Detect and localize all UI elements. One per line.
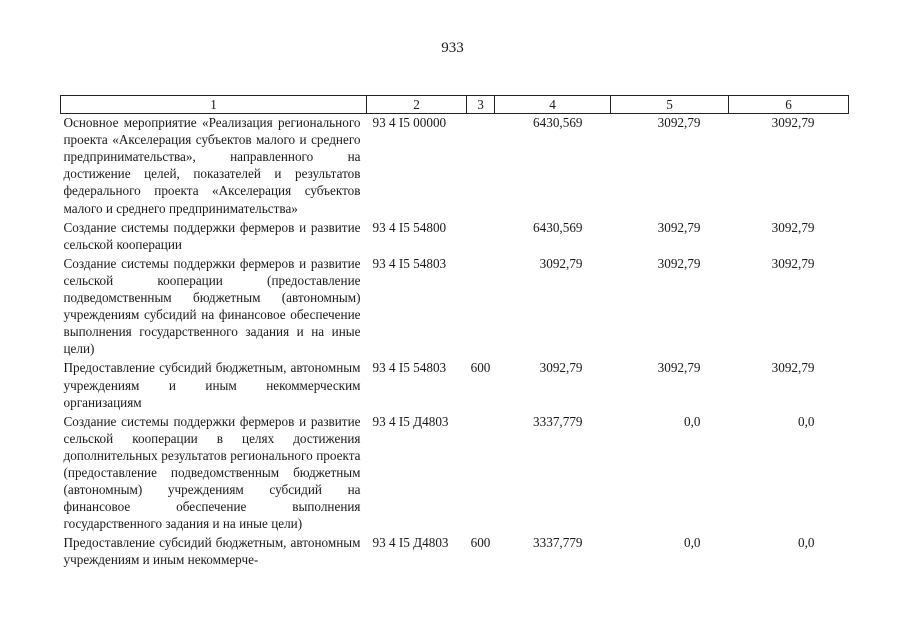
row-value-4: 3337,779 bbox=[533, 535, 583, 551]
row-code: 93 4 I5 Д4803 bbox=[372, 535, 449, 551]
budget-table bbox=[60, 95, 849, 569]
header-cell: 2 bbox=[367, 96, 467, 114]
row-value-5: 0,0 bbox=[684, 413, 701, 429]
header-cell: 1 bbox=[61, 96, 367, 114]
row-value-5: 0,0 bbox=[684, 535, 701, 551]
table-row bbox=[61, 534, 849, 568]
row-value-4: 3092,79 bbox=[539, 360, 583, 376]
row-value-4: 3092,79 bbox=[539, 255, 583, 271]
row-name: Предоставление субсидий бюджетным, автономным учреждениям и иным некоммерческим организациям bbox=[63, 360, 361, 410]
row-code: 93 4 I5 54800 bbox=[372, 219, 447, 235]
row-value-5: 3092,79 bbox=[657, 115, 701, 131]
table-row bbox=[61, 114, 849, 219]
table-row bbox=[61, 359, 849, 412]
header-row bbox=[61, 96, 849, 114]
row-value-6: 3092,79 bbox=[771, 115, 815, 131]
header-cell: 5 bbox=[611, 96, 729, 114]
row-value-5: 3092,79 bbox=[657, 360, 701, 376]
row-name: Создание системы поддержки фермеров и развитие сельской кооперации в целях достижения дополнительных результатов регионального проекта (предоставление подведомственным бюджетным (автономным) учреждениям субсидий на финансовое обеспечение выполнения государственного задания и на иные цели) bbox=[63, 413, 361, 532]
row-value-6: 3092,79 bbox=[771, 255, 815, 271]
row-value-6: 0,0 bbox=[798, 413, 815, 429]
row-value-5: 3092,79 bbox=[657, 255, 701, 271]
page-number: 933 bbox=[441, 40, 464, 56]
row-value-6: 3092,79 bbox=[771, 360, 815, 376]
row-vr: 600 bbox=[470, 360, 491, 376]
row-value-4: 6430,569 bbox=[533, 115, 583, 131]
row-vr bbox=[467, 413, 495, 535]
row-value-4: 3337,779 bbox=[533, 413, 583, 429]
header-cell: 4 bbox=[495, 96, 611, 114]
row-name: Предоставление субсидий бюджетным, автономным учреждениям и иным некоммерче- bbox=[63, 535, 361, 568]
row-vr bbox=[467, 255, 495, 360]
table-row bbox=[61, 413, 849, 535]
row-value-4: 6430,569 bbox=[533, 219, 583, 235]
row-code: 93 4 I5 Д4803 bbox=[372, 413, 449, 429]
row-vr bbox=[467, 114, 495, 219]
row-vr: 600 bbox=[470, 535, 491, 551]
row-name: Основное мероприятие «Реализация регионального проекта «Акселерация субъектов малого и среднего предпринимательства», направленного на достижение целей, показателей и результатов федерального проекта «Акселерация субъектов малого и среднего предпринимательства» bbox=[63, 115, 361, 216]
row-vr bbox=[467, 219, 495, 255]
header-cell: 3 bbox=[467, 96, 495, 114]
row-code: 93 4 I5 00000 bbox=[372, 115, 447, 131]
row-code: 93 4 I5 54803 bbox=[372, 255, 447, 271]
table-row bbox=[61, 255, 849, 360]
row-name: Создание системы поддержки фермеров и развитие сельской кооперации (предоставление подведомственным бюджетным (автономным) учреждениям субсидий на финансовое обеспечение выполнения государственного задания и на иные цели) bbox=[63, 255, 361, 357]
table-row bbox=[61, 219, 849, 255]
row-name: Создание системы поддержки фермеров и развитие сельской кооперации bbox=[63, 219, 361, 252]
row-value-6: 3092,79 bbox=[771, 219, 815, 235]
row-value-5: 3092,79 bbox=[657, 219, 701, 235]
header-cell: 6 bbox=[729, 96, 849, 114]
row-code: 93 4 I5 54803 bbox=[372, 360, 447, 376]
row-value-6: 0,0 bbox=[798, 535, 815, 551]
